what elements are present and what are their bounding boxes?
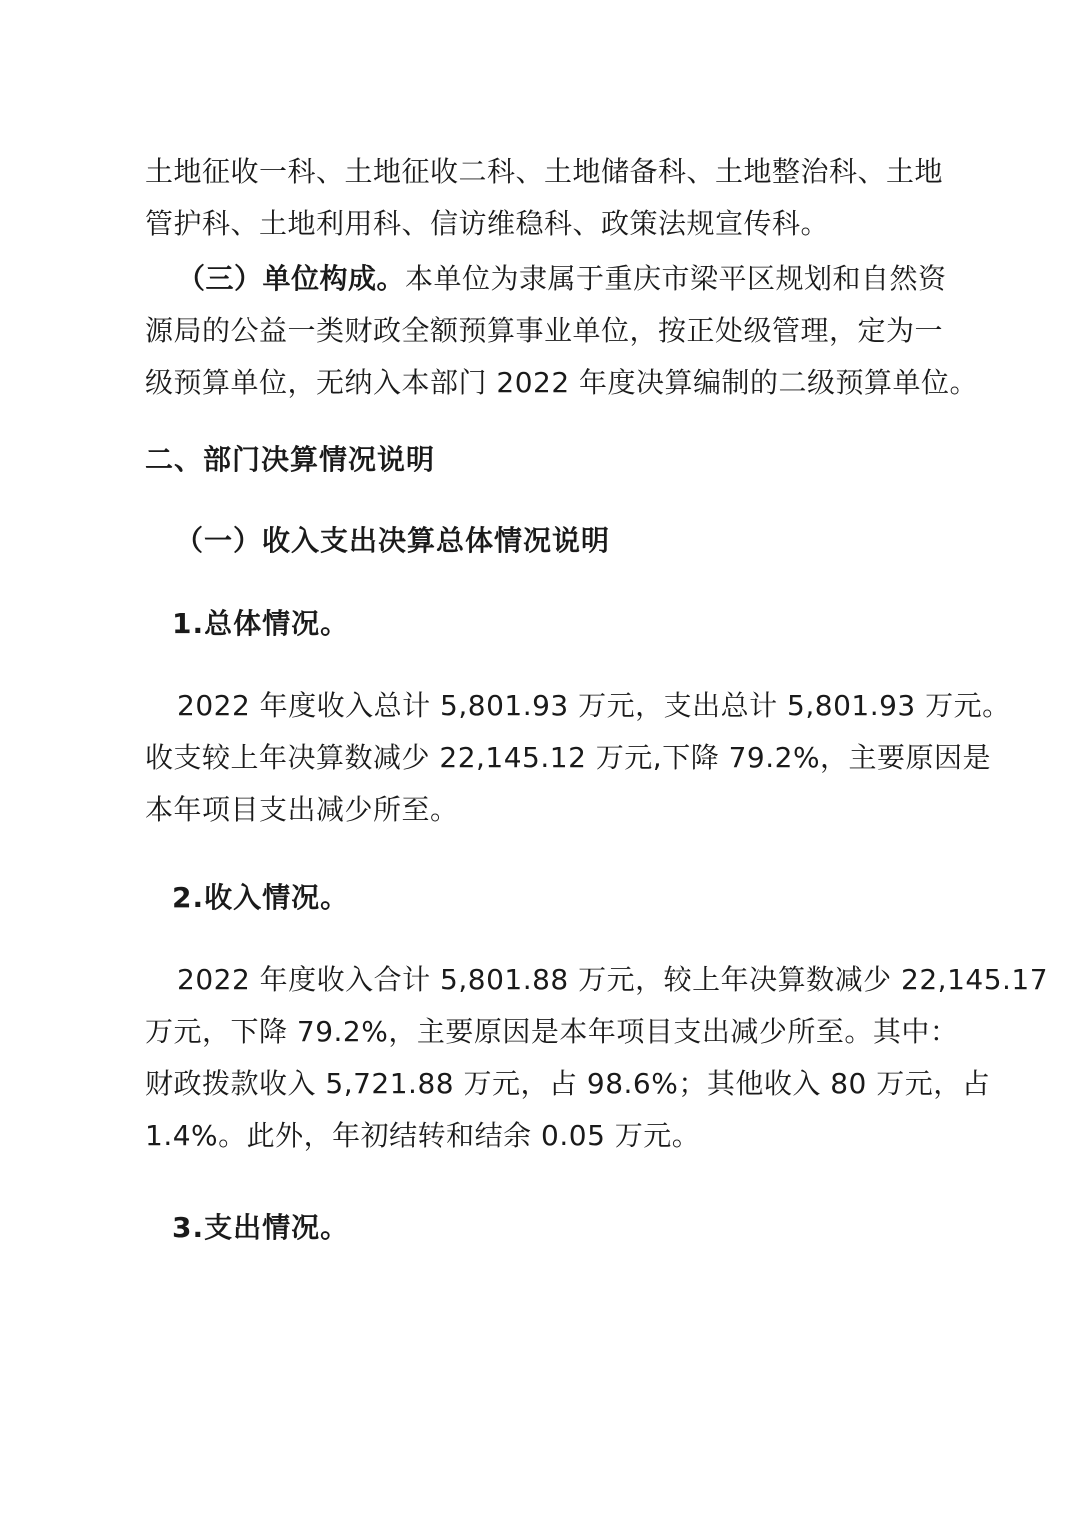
unit-composition-paragraph bbox=[145, 253, 979, 409]
text-run: 本单位为隶属于重庆市梁平区规划和自然资 bbox=[405, 262, 947, 295]
income-heading: 2.收入情况。 bbox=[172, 881, 350, 914]
section-heading-2: 二、部门决算情况说明 bbox=[145, 443, 436, 476]
text-line: 本年项目支出减少所至。 bbox=[145, 793, 459, 826]
departments-paragraph bbox=[145, 146, 945, 250]
text-line: 2022 年度收入总计 5,801.93 万元，支出总计 5,801.93 万元。 bbox=[177, 689, 1011, 722]
text-line: 级预算单位，无纳入本部门 2022 年度决算编制的二级预算单位。 bbox=[145, 366, 979, 399]
text-line: 1.4%。此外，年初结转和结余 0.05 万元。 bbox=[145, 1119, 701, 1152]
overall-paragraph bbox=[145, 680, 1011, 836]
text-line: 土地征收一科、土地征收二科、土地储备科、土地整治科、土地 bbox=[145, 155, 944, 188]
text-line: 万元，下降 79.2%，主要原因是本年项目支出减少所至。其中： bbox=[145, 1015, 959, 1048]
text-line bbox=[145, 253, 945, 305]
income-paragraph bbox=[145, 954, 1049, 1162]
overall-heading: 1.总体情况。 bbox=[172, 607, 350, 640]
text-line: 源局的公益一类财政全额预算事业单位，按正处级管理，定为一 bbox=[145, 314, 944, 347]
text-line: 2022 年度收入合计 5,801.88 万元，较上年决算数减少 22,145.17 bbox=[177, 963, 1049, 996]
text-line: 财政拨款收入 5,721.88 万元，占 98.6%；其他收入 80 万元，占 bbox=[145, 1067, 991, 1100]
text-line: 收支较上年决算数减少 22,145.12 万元,下降 79.2%，主要原因是 bbox=[145, 741, 992, 774]
expense-heading: 3.支出情况。 bbox=[172, 1211, 350, 1244]
subsection-heading: （一）收入支出决算总体情况说明 bbox=[175, 524, 611, 557]
text-line: 管护科、土地利用科、信访维稳科、政策法规宣传科。 bbox=[145, 207, 830, 240]
unit-composition-lead: （三）单位构成。 bbox=[177, 262, 406, 295]
